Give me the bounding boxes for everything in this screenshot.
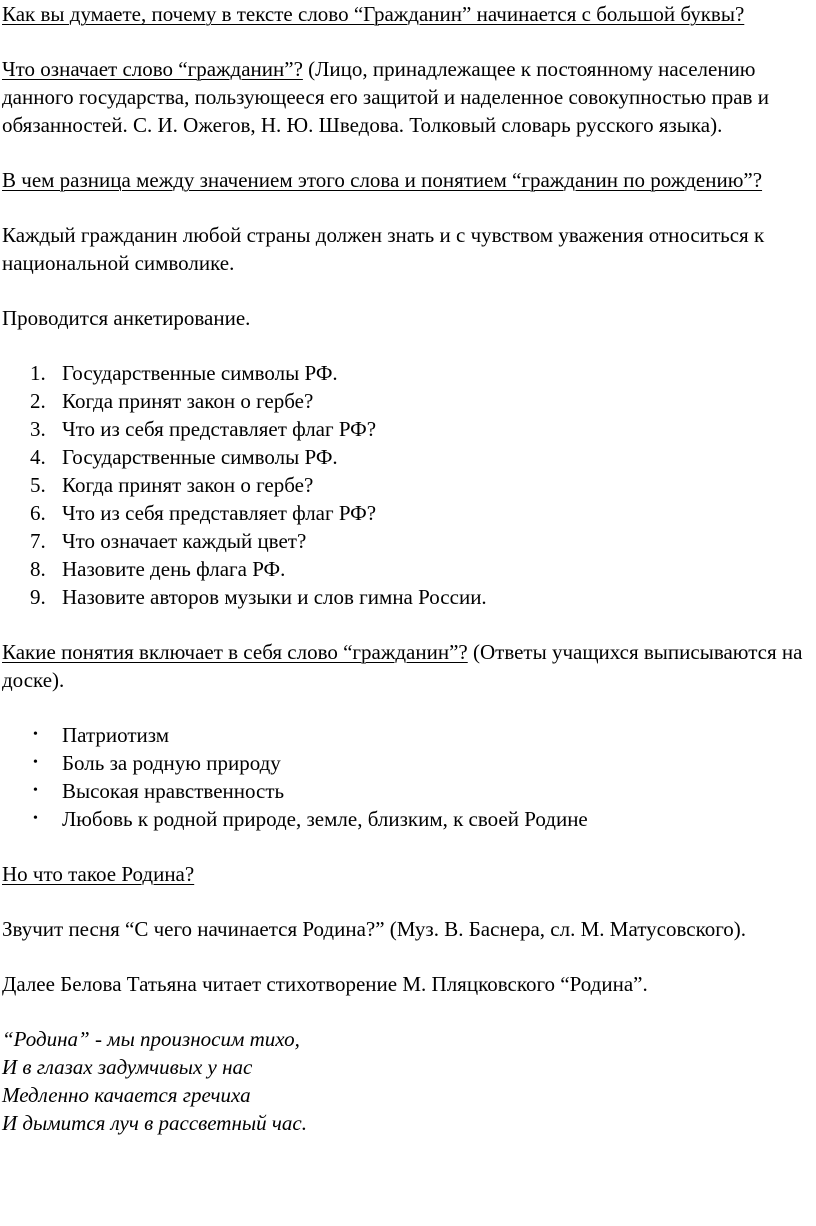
question-citizen-concepts: Какие понятия включает в себя слово “гражданин”? <box>2 640 468 664</box>
list-item <box>2 527 812 555</box>
bullet-icon: • <box>33 755 38 770</box>
list-item-text: Назовите авторов музыки и слов гимна России. <box>62 585 487 609</box>
bullet-icon: • <box>33 811 38 826</box>
list-item <box>2 555 812 583</box>
list-item-text: Когда принят закон о гербе? <box>62 389 314 413</box>
document-page <box>2 0 812 1137</box>
poem-line: “Родина” - мы произносим тихо, <box>2 1027 300 1051</box>
list-number: 5. <box>30 473 46 497</box>
paragraph-capital-letter-question <box>2 0 812 28</box>
list-item <box>2 721 812 749</box>
question-motherland: Но что такое Родина? <box>2 862 195 886</box>
paragraph-survey: Проводится анкетирование. <box>2 306 251 330</box>
list-number: 1. <box>30 361 46 385</box>
bullet-icon: • <box>33 783 38 798</box>
list-item-text: Любовь к родной природе, земле, близким, к своей Родине <box>62 807 588 831</box>
list-number: 6. <box>30 501 46 525</box>
poem <box>2 1025 812 1137</box>
list-item <box>2 749 812 777</box>
list-item <box>2 499 812 527</box>
question-capital-letter: Как вы думаете, почему в тексте слово “Гражданин” начинается с большой буквы? <box>2 2 745 26</box>
paragraph-song: Звучит песня “С чего начинается Родина?” (Муз. В. Баснера, сл. М. Матусовского). <box>2 917 747 941</box>
citizen-definition: (Лицо, принадлежащее к постоянному населению данного государства, пользующееся его защитой и наделенное совокупностью прав и обязанностей. С. И. Ожегов, Н. Ю. Шведова. Толковый словарь русского языка). <box>2 57 769 137</box>
list-item-text: Что означает каждый цвет? <box>62 529 307 553</box>
list-item-text: Боль за родную природу <box>62 751 281 775</box>
survey-questions-list <box>2 359 812 611</box>
paragraph-national-symbols: Каждый гражданин любой страны должен знать и с чувством уважения относиться к национальной символике. <box>2 223 765 275</box>
list-number: 3. <box>30 417 46 441</box>
list-item <box>2 583 812 611</box>
list-item <box>2 443 812 471</box>
list-item-text: Назовите день флага РФ. <box>62 557 286 581</box>
list-item-text: Когда принят закон о гербе? <box>62 473 314 497</box>
paragraph-citizen-meaning <box>2 55 812 139</box>
list-item <box>2 387 812 415</box>
poem-line: И дымится луч в рассветный час. <box>2 1111 307 1135</box>
list-number: 9. <box>30 585 46 609</box>
paragraph-citizen-by-birth <box>2 166 812 194</box>
list-item-text: Государственные символы РФ. <box>62 445 338 469</box>
list-item <box>2 415 812 443</box>
paragraph-poem-intro: Далее Белова Татьяна читает стихотворение М. Пляцковского “Родина”. <box>2 972 648 996</box>
list-item <box>2 805 812 833</box>
list-item-text: Высокая нравственность <box>62 779 285 803</box>
concepts-bullet-list <box>2 721 812 833</box>
list-item-text: Что из себя представляет флаг РФ? <box>62 501 377 525</box>
list-item-text: Патриотизм <box>62 723 170 747</box>
paragraph-citizen-concepts <box>2 638 812 694</box>
question-citizen-by-birth: В чем разница между значением этого слова и понятием “гражданин по рождению”? <box>2 168 763 192</box>
paragraph-motherland-question <box>2 860 812 888</box>
bullet-icon: • <box>33 727 38 742</box>
list-number: 2. <box>30 389 46 413</box>
list-number: 8. <box>30 557 46 581</box>
list-item <box>2 471 812 499</box>
list-number: 7. <box>30 529 46 553</box>
question-citizen-meaning: Что означает слово “гражданин”? <box>2 57 303 81</box>
poem-line: И в глазах задумчивых у нас <box>2 1055 253 1079</box>
list-item-text: Государственные символы РФ. <box>62 361 338 385</box>
poem-line: Медленно качается гречиха <box>2 1083 251 1107</box>
list-item-text: Что из себя представляет флаг РФ? <box>62 417 377 441</box>
concepts-note: (Ответы учащихся выписываются на доске). <box>2 640 803 692</box>
list-item <box>2 777 812 805</box>
list-item <box>2 359 812 387</box>
list-number: 4. <box>30 445 46 469</box>
